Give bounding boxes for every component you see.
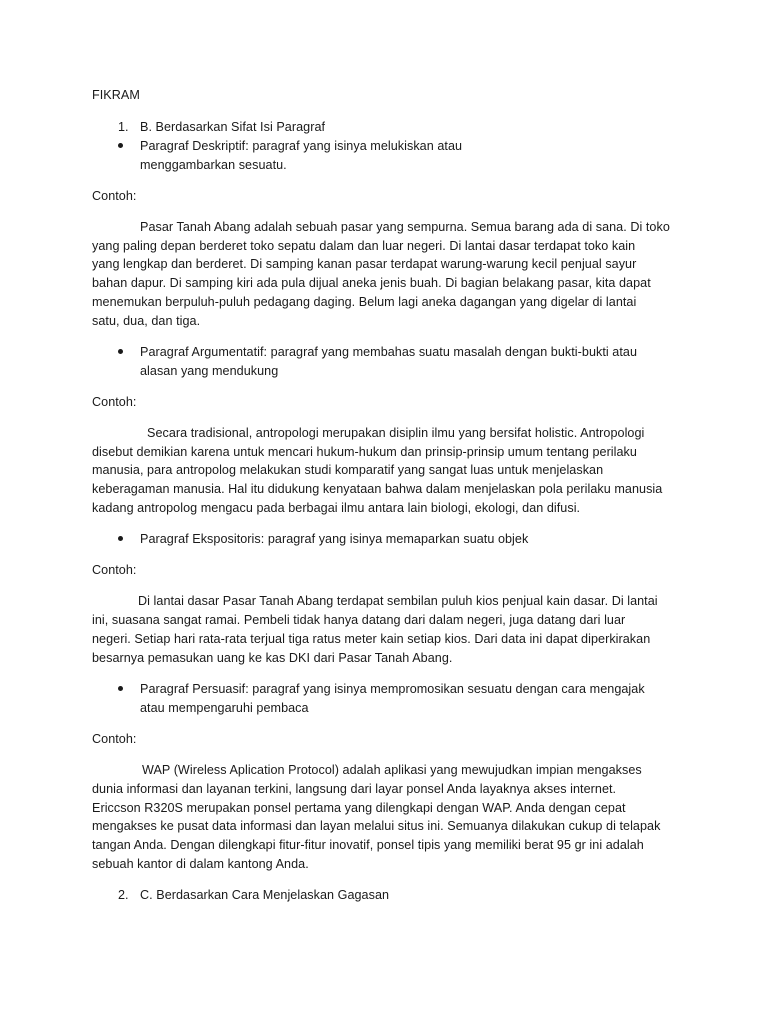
section-2-number: 2. <box>118 888 129 902</box>
example-line: Ericcson R320S merupakan ponsel pertama yang dilengkapi dengan WAP. Anda dengan cepat <box>92 801 626 815</box>
example-line: tangan Anda. Dengan dilengkapi fitur-fitur inovatif, ponsel tipis yang memiliki berat 95 gr ini adalah <box>92 838 644 852</box>
persuasif-definition: Paragraf Persuasif: paragraf yang isinya mempromosikan sesuatu dengan cara mengajak <box>140 682 645 696</box>
section-2-heading: C. Berdasarkan Cara Menjelaskan Gagasan <box>140 888 390 902</box>
example-line: satu, dua, dan tiga. <box>92 314 201 328</box>
example-line: besarnya pemasukan uang ke kas DKI dari Pasar Tanah Abang. <box>92 651 453 665</box>
example-line: WAP (Wireless Aplication Protocol) adalah aplikasi yang mewujudkan impian mengakses <box>142 763 642 777</box>
example-line: yang lengkap dan berderet. Di samping kanan pasar terdapat warung-warung kecil penjual sayur <box>92 257 637 271</box>
example-line: menemukan berpuluh-puluh pedagang daging. Belum lagi aneka dagangan yang digelar di lantai <box>92 295 637 309</box>
example-line: Pasar Tanah Abang adalah sebuah pasar yang sempurna. Semua barang ada di sana. Di toko <box>140 220 670 234</box>
example-line: negeri. Setiap hari rata-rata terjual tiga ratus meter kain setiap kios. Dari data ini dapat diperkirakan <box>92 632 651 646</box>
example-line: Secara tradisional, antropologi merupakan disiplin ilmu yang bersifat holistic. Antropologi <box>147 426 645 440</box>
deskriptif-definition: Paragraf Deskriptif: paragraf yang isinya melukiskan atau <box>140 139 463 153</box>
persuasif-definition: atau mempengaruhi pembaca <box>140 701 309 715</box>
example-line: kadang antropolog mengacu pada berbagai ilmu antara lain biologi, ekologi, dan difusi. <box>92 501 581 515</box>
section-1-number: 1. <box>118 120 129 134</box>
contoh-label: Contoh: <box>92 395 137 409</box>
bullet-argumentatif <box>118 349 123 354</box>
example-line: dunia informasi dan layanan terkini, langsung dari layar ponsel Anda layaknya akses internet. <box>92 782 617 796</box>
ekspositoris-definition: Paragraf Ekspositoris: paragraf yang isinya memaparkan suatu objek <box>140 532 529 546</box>
example-line: mengakses ke pusat data informasi dan layan melalui situs ini. Semuanya dilakukan cukup di telapak <box>92 819 661 833</box>
contoh-label: Contoh: <box>92 189 137 203</box>
example-line: bahan dapur. Di samping kiri ada pula dijual aneka jenis buah. Di bagian belakang pasar, kita dapat <box>92 276 651 290</box>
example-line: keberagaman manusia. Hal itu didukung kenyataan bahwa dalam menjelaskan pola perilaku manusia <box>92 482 663 496</box>
bullet-persuasif <box>118 686 123 691</box>
argumentatif-definition: alasan yang mendukung <box>140 364 279 378</box>
example-line: yang paling depan berderet toko sepatu dalam dan luar negeri. Di lantai dasar terdapat toko kain <box>92 239 636 253</box>
example-line: disebut demikian karena untuk mencari hukum-hukum dan prinsip-prinsip umum tentang perilaku <box>92 445 637 459</box>
argumentatif-definition: Paragraf Argumentatif: paragraf yang membahas suatu masalah dengan bukti-bukti atau <box>140 345 638 359</box>
deskriptif-definition: menggambarkan sesuatu. <box>140 158 287 172</box>
section-1-heading: B. Berdasarkan Sifat Isi Paragraf <box>140 120 326 134</box>
example-line: Di lantai dasar Pasar Tanah Abang terdapat sembilan puluh kios penjual kain dasar. Di lantai <box>138 594 658 608</box>
contoh-label: Contoh: <box>92 732 137 746</box>
document-title: FIKRAM <box>92 88 140 102</box>
bullet-deskriptif <box>118 143 123 148</box>
example-line: sebuah kantor di dalam kantong Anda. <box>92 857 309 871</box>
bullet-ekspositoris <box>118 536 123 541</box>
example-line: ini, suasana sangat ramai. Pembeli tidak hanya datang dari dalam negeri, juga datang dari luar <box>92 613 626 627</box>
contoh-label: Contoh: <box>92 563 137 577</box>
example-line: manusia, para antropolog melakukan studi komparatif yang sangat luas untuk menjelaskan <box>92 463 604 477</box>
